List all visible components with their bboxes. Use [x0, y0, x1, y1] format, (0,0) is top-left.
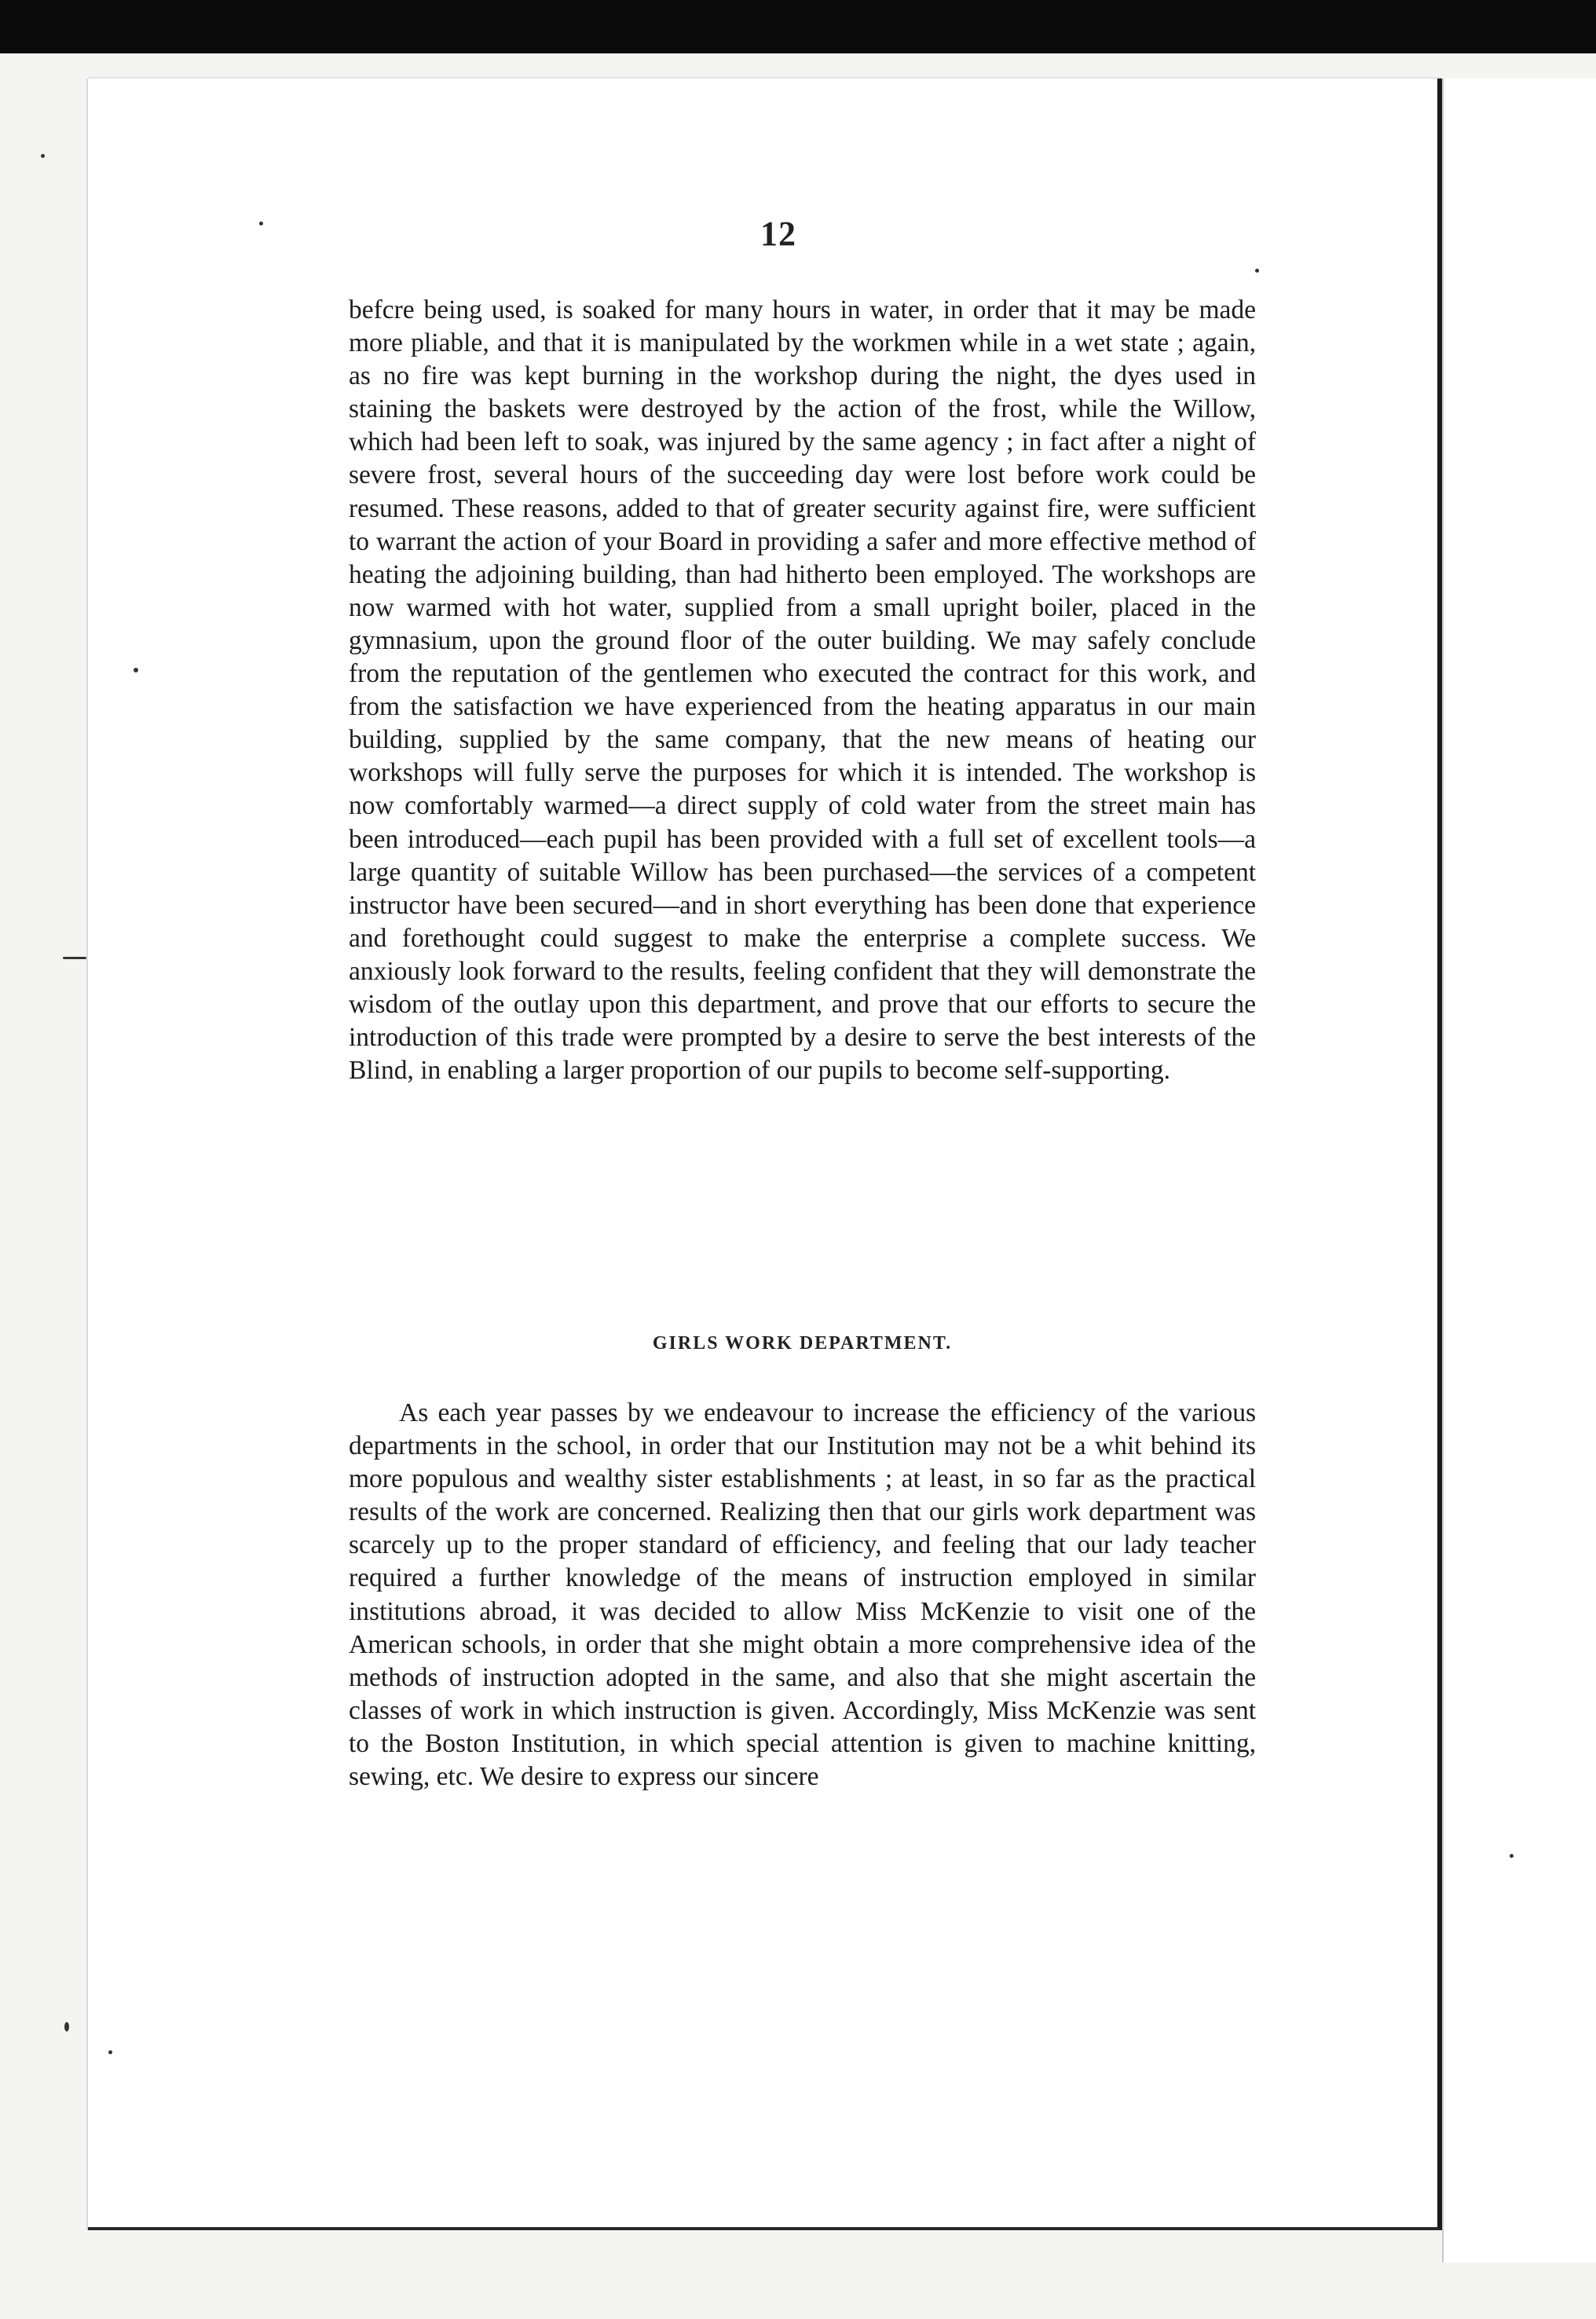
scan-speck	[134, 668, 138, 672]
scan-speck	[41, 154, 45, 158]
adjacent-page-edge	[1442, 79, 1596, 2262]
scan-speck	[1510, 1854, 1514, 1858]
scan-speck	[259, 222, 263, 225]
scan-speck	[1255, 269, 1259, 273]
body-paragraph-1: befcre being used, is soaked for many hours in water, in order that it may be made more pliable, and that it is manipulated by the workmen while in a wet state ; again, as no fire was kept burning in the workshop during the night, the dyes used in staining the baskets were destroyed by the action of the frost, while the Willow, which had been left to soak, was injured by the same agency ; in fact after a night of severe frost, several hours of the succeeding day were lost before work could be resumed. These reasons, added to that of greater security against fire, were sufficient to warrant the action of your Board in providing a safer and more effective method of heating the adjoining building, than had hitherto been employed. The workshops are now warmed with hot water, supplied from a small upright boiler, placed in the gymnasium, upon the ground floor of the outer building. We may safely conclude from the reputation of the gentlemen who executed the contract for this work, and from the satisfaction we have experienced from the heating apparatus in our main building, supplied by the same company, that the new means of heating our workshops will fully serve the purposes for which it is intended. The workshop is now comfortably warmed—a direct supply of cold water from the street main has been introduced—each pupil has been provided with a full set of excellent tools—a large quantity of suitable Willow has been purchased—the services of a competent instructor have been secured—and in short everything has been done that experience and forethought could suggest to make the enterprise a complete success. We anxiously look forward to the results, feeling confident that they will demonstrate the wisdom of the outlay upon this department, and prove that our efforts to secure the introduction of this trade were prompted by a desire to serve the best interests of the Blind, in enabling a larger proportion of our pupils to become self-supporting.	[349, 295, 1256, 1086]
scan-speck	[63, 957, 86, 959]
scan-speck	[64, 2022, 69, 2031]
scan-top-border	[0, 0, 1596, 53]
scan-speck	[108, 2050, 112, 2054]
section-heading: GIRLS WORK DEPARTMENT.	[652, 1333, 953, 1354]
page-number: 12	[760, 214, 796, 253]
body-paragraph-2: As each year passes by we endeavour to increase the efficiency of the various departments in the school, in order that our Institution may not be a whit behind its more populous and wealthy sister establishments ; at least, in so far as the practical results of the work are concerned. Realizing then that our girls work department was scarcely up to the proper standard of efficiency, and feeling that our lady teacher required a further knowledge of the means of instruction employed in similar institutions abroad, it was decided to allow Miss McKenzie to visit one of the American schools, in order that she might obtain a more comprehensive idea of the methods of instruction adopted in the same, and also that she might ascertain the classes of work in which instruction is given. Accordingly, Miss McKenzie was sent to the Boston Institution, in which special attention is given to machine knitting, sewing, etc. We desire to express our sincere	[349, 1398, 1256, 1792]
